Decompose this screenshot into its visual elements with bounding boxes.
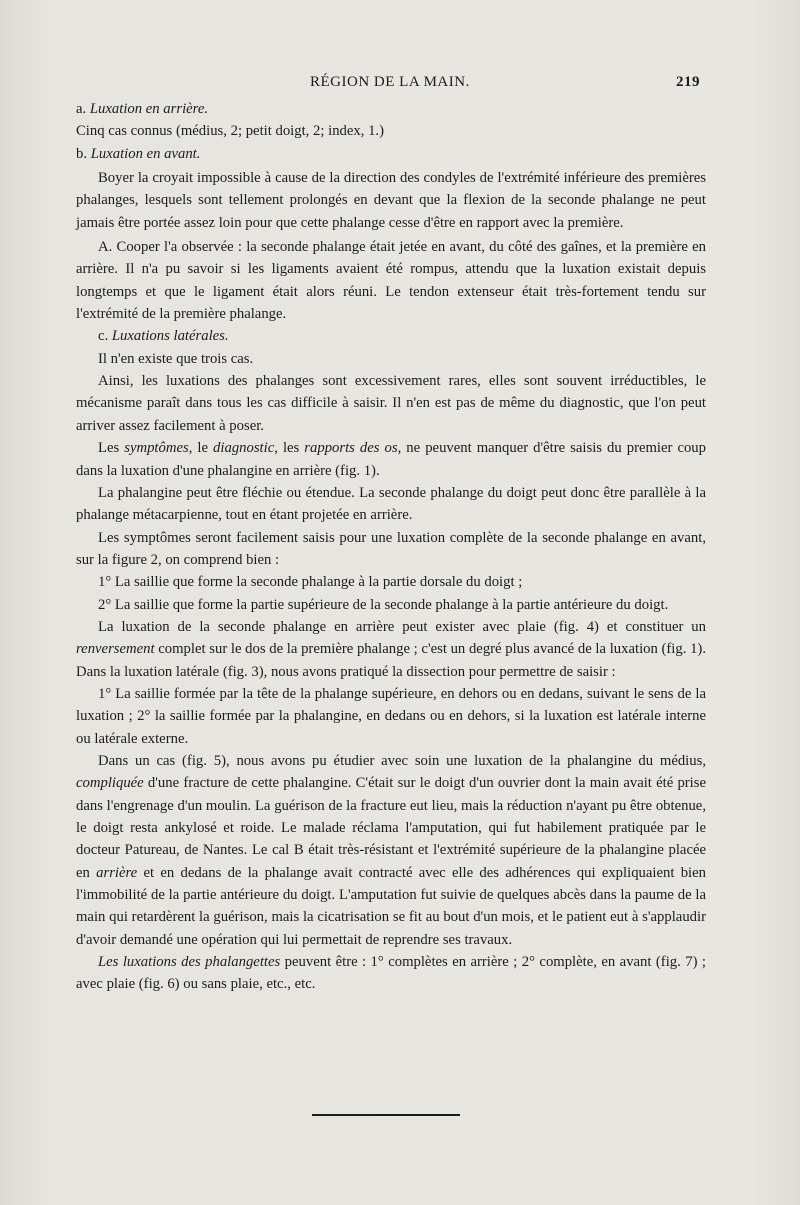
text-run: Les symptômes seront facilement saisis pour une luxation complète de la seconde phalange en avant, sur la figure 2, on comprend bien :	[76, 529, 706, 568]
text-run: 2° La saillie que forme la partie supérieure de la seconde phalange à la partie antérieure du doigt.	[98, 596, 669, 613]
italic-text: compliquée	[76, 775, 144, 792]
paragraph	[76, 571, 706, 593]
italic-text: rapports des os	[304, 440, 398, 457]
paragraph	[76, 616, 706, 683]
text-run: Cinq cas connus (médius, 2; petit doigt, 2; index, 1.)	[76, 123, 384, 140]
paragraph	[76, 527, 706, 572]
paragraph	[76, 437, 706, 482]
text-run: , les	[274, 440, 305, 457]
italic-text: renversement	[76, 641, 155, 658]
text-run: A. Cooper l'a observée : la seconde phalange était jetée en avant, du côté des gaînes, et la première en arrière. Il n'a pu savoir si les ligaments avaient été rompus, attendu que la luxation existait depuis longtemps et que le ligament était alors réuni. Le tendon extenseur était très-fortement tendu sur l'extrémité de la première phalange.	[76, 239, 706, 323]
italic-text: Luxations latérales.	[111, 328, 229, 345]
text-run: La phalangine peut être fléchie ou étendue. La seconde phalange du doigt peut donc être parallèle à la phalange métacarpienne, tout en étant projetée en arrière.	[76, 484, 706, 524]
paragraph	[76, 348, 706, 370]
closing-rule	[312, 1114, 460, 1116]
text-run: , ne peuvent manquer d'être saisis du premier coup dans la luxation d'une phalangine en arrière (fig. 1).	[76, 440, 706, 479]
text-run: Ainsi, les luxations des phalanges sont excessivement rares, elles sont souvent irréductibles, le mécanisme paraît dans tous les cas difficile à saisir. Il n'en est pas de même du diagnostic, que l'on peut arriver assez facilement à poser.	[76, 373, 706, 434]
text-run: a.	[76, 101, 90, 117]
text-run: d'une fracture de cette phalangine. C'était sur le doigt d'un ouvrier dont la main avait été prise dans l'engrenage d'un moulin. La guérison de la fracture eut lieu, mais la réduction n'ayant pu être obtenue, le doigt resta ankylosé et roide. Le malade réclama l'amputation, qui fut habilement pratiquée par le docteur Patureau, de Nantes. Le cal B était très-résistant et l'extrémité supérieure de la phalangine placée en	[76, 775, 706, 881]
page-header	[0, 74, 800, 96]
paragraph	[76, 167, 706, 234]
paragraph	[76, 594, 706, 616]
italic-text: Luxation en arrière.	[89, 101, 209, 117]
paragraph	[76, 683, 706, 750]
text-run: complet sur le dos de la première phalange ; c'est un degré plus avancé de la luxation (fig. 1). Dans la luxation latérale (fig. 3), nous avons pratiqué la dissection pour permettre de saisir :	[76, 641, 706, 680]
text-run: La luxation de la seconde phalange en arrière peut exister avec plaie (fig. 4) et constituer un	[98, 618, 706, 635]
running-head: RÉGION DE LA MAIN.	[310, 74, 470, 90]
paragraph	[76, 98, 706, 120]
text-run: , le	[188, 440, 214, 457]
paragraph	[76, 120, 706, 142]
text-run: Les	[98, 440, 125, 457]
italic-text: arrière	[96, 864, 138, 881]
italic-text: diagnostic	[213, 440, 275, 457]
page-number: 219	[676, 74, 700, 90]
italic-text: Les luxations des phalangettes	[98, 954, 281, 971]
body-text	[76, 98, 706, 996]
text-run: c.	[98, 328, 112, 345]
paragraph	[76, 236, 706, 325]
paragraph	[76, 143, 706, 165]
paragraph	[76, 482, 706, 527]
paragraph	[76, 951, 706, 996]
paragraph	[76, 750, 706, 951]
text-run: 1° La saillie que forme la seconde phalange à la partie dorsale du doigt ;	[98, 574, 523, 591]
text-run: Dans un cas (fig. 5), nous avons pu étudier avec soin une luxation de la phalangine du médius,	[98, 752, 706, 769]
text-run: 1° La saillie formée par la tête de la phalange supérieure, en dehors ou en dedans, suivant le sens de la luxation ; 2° la saillie formée par la phalangine, en dedans ou en dehors, si la luxation est latérale interne ou latérale externe.	[76, 685, 706, 747]
text-run: b.	[76, 145, 91, 162]
paragraph	[76, 370, 706, 437]
text-run: peuvent être : 1° complètes en arrière ; 2° complète, en avant (fig. 7) ; avec plaie (fig. 6) ou sans plaie, etc., etc.	[76, 954, 706, 993]
text-run: et en dedans de la phalange avait contracté avec elle des adhérences qui expliquaient bien l'immobilité de la partie antérieure du doigt. L'amputation fut suivie de quelques abcès dans la paume de la main qui retardèrent la guérison, mais la cicatrisation se fit au bout d'un mois, et le patient eut à s'applaudir d'avoir demandé une opération qui lui permettait de reprendre ses travaux.	[76, 864, 706, 948]
italic-text: Luxation en avant.	[90, 145, 201, 162]
text-run: Il n'en existe que trois cas.	[98, 350, 254, 367]
text-run: Boyer la croyait impossible à cause de la direction des condyles de l'extrémité inférieure des premières phalanges, lesquels sont tellement prolongés en devant que la flexion de la seconde phalange ne peut jamais être portée assez loin pour que cette phalange cesse d'être en rapport avec la première.	[76, 170, 706, 231]
italic-text: symptômes	[124, 440, 189, 457]
paragraph	[76, 325, 706, 347]
